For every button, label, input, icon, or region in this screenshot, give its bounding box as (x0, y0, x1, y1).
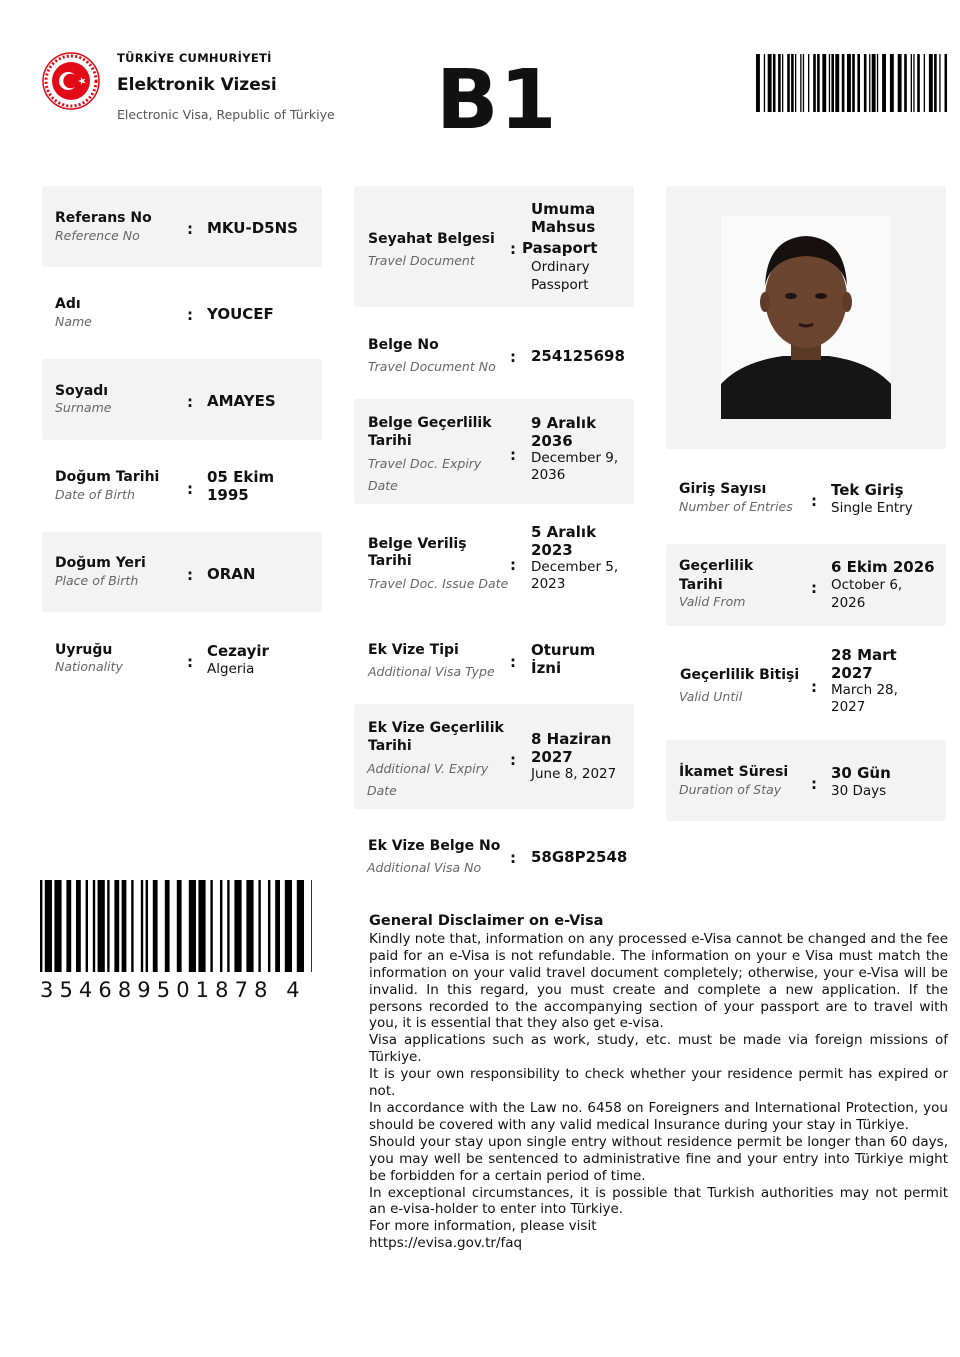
stay-duration-value: 30 Gün (831, 764, 891, 782)
field-sublabel: Number of Entries (679, 499, 793, 514)
travel-doc-value-line1: Umuma (531, 200, 596, 218)
field-separator: : (510, 446, 516, 464)
field-sublabel: Additional V. Expiry (367, 761, 489, 776)
date-of-birth-value: 05 Ekim 1995 (207, 468, 275, 504)
disclaimer-paragraph: In accordance with the Law no. 6458 on Foreigners and International Protection, you should be covered with any valid medical Insurance during your stay in Türkiye. (369, 1099, 948, 1133)
doc-expiry-value-en-line1: December 9, (531, 450, 619, 466)
disclaimer-paragraph: It is your own responsibility to check whether your residence permit has expired or not. (369, 1066, 948, 1100)
valid-until-value-en-line2: 2027 (831, 699, 866, 715)
field-sublabel: Date (368, 478, 398, 493)
field-separator: : (510, 653, 516, 671)
field-sublabel: Additional Visa No (367, 860, 482, 875)
field-sublabel: Travel Document (368, 253, 475, 268)
doc-issue-value-line1: 5 Aralık (531, 523, 597, 541)
field-label: Geçerlilik (679, 558, 754, 574)
name-value: YOUCEF (207, 305, 274, 323)
field-sublabel: Travel Document No (368, 359, 496, 374)
disclaimer (369, 913, 948, 1252)
travel-doc-value-line3: Pasaport (522, 239, 598, 257)
field-label: Doğum Tarihi (55, 469, 160, 485)
surname-value: AMAYES (207, 392, 276, 410)
field-separator: : (510, 849, 516, 867)
field-label: Referans No (55, 210, 152, 226)
additional-visa-number-value: 58G8P2548 (531, 848, 628, 866)
field-sublabel: Travel Doc. Expiry (368, 456, 482, 471)
valid-until-value-en-line1: March 28, (831, 682, 898, 698)
field-separator: : (187, 306, 193, 324)
reference-number-value: MKU-D5NS (207, 219, 298, 237)
field-separator: : (510, 751, 516, 769)
field-label: Tarihi (368, 738, 412, 754)
additional-visa-expiry-line2: 2027 (531, 748, 573, 766)
field-separator: : (811, 775, 817, 793)
field-sublabel: Surname (55, 400, 112, 415)
field-label: Tarihi (679, 577, 723, 593)
field-sublabel: Date of Birth (55, 487, 135, 502)
field-sublabel: Valid From (679, 594, 746, 609)
field-label: Ek Vize Geçerlilik (368, 720, 504, 736)
entries-value: Tek Giriş (831, 481, 904, 499)
doc-issue-value-en-line1: December 5, (531, 559, 619, 575)
field-label: İkamet Süresi (679, 764, 789, 780)
valid-until-value-line2: 2027 (831, 664, 873, 682)
field-label: Tarihi (368, 553, 412, 569)
doc-expiry-value-line2: 2036 (531, 432, 573, 450)
additional-visa-type-line1: Oturum (531, 641, 596, 659)
field-separator: : (510, 348, 516, 366)
faq-link[interactable]: https://evisa.gov.tr/faq (369, 1235, 523, 1252)
disclaimer-paragraph: Visa applications such as work, study, etc. must be made via foreign missions of Türkiye. (369, 1032, 948, 1066)
field-separator: : (187, 653, 193, 671)
visa-type-code: B1 (436, 53, 558, 148)
field-sublabel: Valid Until (679, 689, 743, 704)
field-separator: : (811, 492, 817, 510)
field-label: Belge No (368, 337, 439, 353)
holder-photo (721, 216, 891, 419)
barcode-number: 354689501878 4 (40, 978, 306, 1002)
field-sublabel: Name (55, 314, 92, 329)
field-label: Belge Geçerlilik (368, 415, 492, 431)
additional-visa-expiry-line1: 8 Haziran (531, 730, 612, 748)
valid-from-value-en-line2: 2026 (831, 595, 866, 611)
field-sublabel: Reference No (55, 228, 140, 243)
field-label: Doğum Yeri (55, 555, 146, 571)
field-separator: : (187, 566, 193, 584)
field-separator: : (510, 556, 516, 574)
disclaimer-paragraph: For more information, please visit (369, 1218, 597, 1235)
doc-expiry-value-line1: 9 Aralık (531, 414, 597, 432)
field-label: Ek Vize Belge No (368, 838, 501, 854)
doc-issue-value-line2: 2023 (531, 541, 573, 559)
travel-doc-value-en-line2: Passport (531, 277, 589, 293)
disclaimer-paragraph: In exceptional circumstances, it is possible that Turkish authorities may not permit an e-visa-holder to enter into Türkiye. (369, 1184, 948, 1218)
field-label: Tarihi (368, 433, 412, 449)
valid-from-value: 6 Ekim 2026 (831, 558, 935, 576)
field-sublabel: Travel Doc. Issue Date (368, 576, 509, 591)
travel-doc-value-en-line1: Ordinary (531, 259, 590, 275)
field-sublabel: Date (367, 783, 397, 798)
field-sublabel: Place of Birth (55, 573, 139, 588)
disclaimer-title: General Disclaimer on e-Visa (369, 913, 604, 929)
field-label: Soyadı (55, 383, 109, 399)
field-label: Geçerlilik Bitişi (680, 667, 800, 683)
bottom-barcode (40, 880, 312, 972)
doc-issue-value-en-line2: 2023 (531, 576, 566, 592)
field-separator: : (187, 220, 193, 238)
valid-from-value-en-line1: October 6, (831, 577, 903, 593)
turkish-emblem-icon (42, 52, 100, 110)
stay-duration-value-en: 30 Days (831, 783, 887, 799)
travel-doc-value-line2: Mahsus (531, 218, 596, 236)
field-pob-card (42, 532, 322, 612)
additional-visa-type-line2: İzni (531, 659, 562, 677)
nationality-value: Cezayir (207, 642, 269, 660)
valid-until-value-line1: 28 Mart (831, 646, 897, 664)
field-separator: : (187, 393, 193, 411)
field-label: Ek Vize Tipi (368, 642, 459, 658)
document-title: Elektronik Vizesi (117, 75, 277, 95)
field-label: Adı (55, 296, 81, 312)
travel-doc-number-value: 254125698 (531, 347, 625, 365)
field-sublabel: Duration of Stay (679, 782, 782, 797)
country-name: TÜRKİYE CUMHURİYETİ (117, 51, 272, 65)
additional-visa-expiry-en: June 8, 2027 (531, 766, 617, 782)
place-of-birth-value: ORAN (207, 565, 256, 583)
entries-value-en: Single Entry (831, 500, 913, 516)
document-subtitle: Electronic Visa, Republic of Türkiye (117, 107, 335, 122)
disclaimer-paragraph: Kindly note that, information on any processed e-Visa cannot be changed and the fee paid for an e-Visa is not refundable. The information on your e Visa must match the information on your valid travel document completely; otherwise, your e-Visa will be invalid. In this regard, you must create and complete a new application. If the persons recorded to the accompanying section of your passport are to travel with you, it is essential that they also get e-visa. (369, 930, 948, 1032)
nationality-value-en: Algeria (207, 661, 255, 677)
field-separator: : (187, 480, 193, 498)
field-sublabel: Nationality (55, 659, 123, 674)
field-label: Uyruğu (55, 642, 113, 658)
field-separator: : (811, 678, 817, 696)
field-sublabel: Additional Visa Type (368, 664, 495, 679)
field-label: Seyahat Belgesi (368, 231, 495, 247)
field-separator: : (811, 579, 817, 597)
doc-expiry-value-en-line2: 2036 (531, 467, 566, 483)
field-label: Belge Veriliş (368, 536, 467, 552)
field-label: Giriş Sayısı (679, 481, 767, 497)
field-separator: : (510, 240, 516, 258)
top-barcode (756, 54, 947, 112)
disclaimer-paragraph: Should your stay upon single entry without residence permit be longer than 60 days, you may well be sentenced to administrative fine and your entry into Türkiye might be forbidden for a certain period of time. (369, 1133, 948, 1184)
